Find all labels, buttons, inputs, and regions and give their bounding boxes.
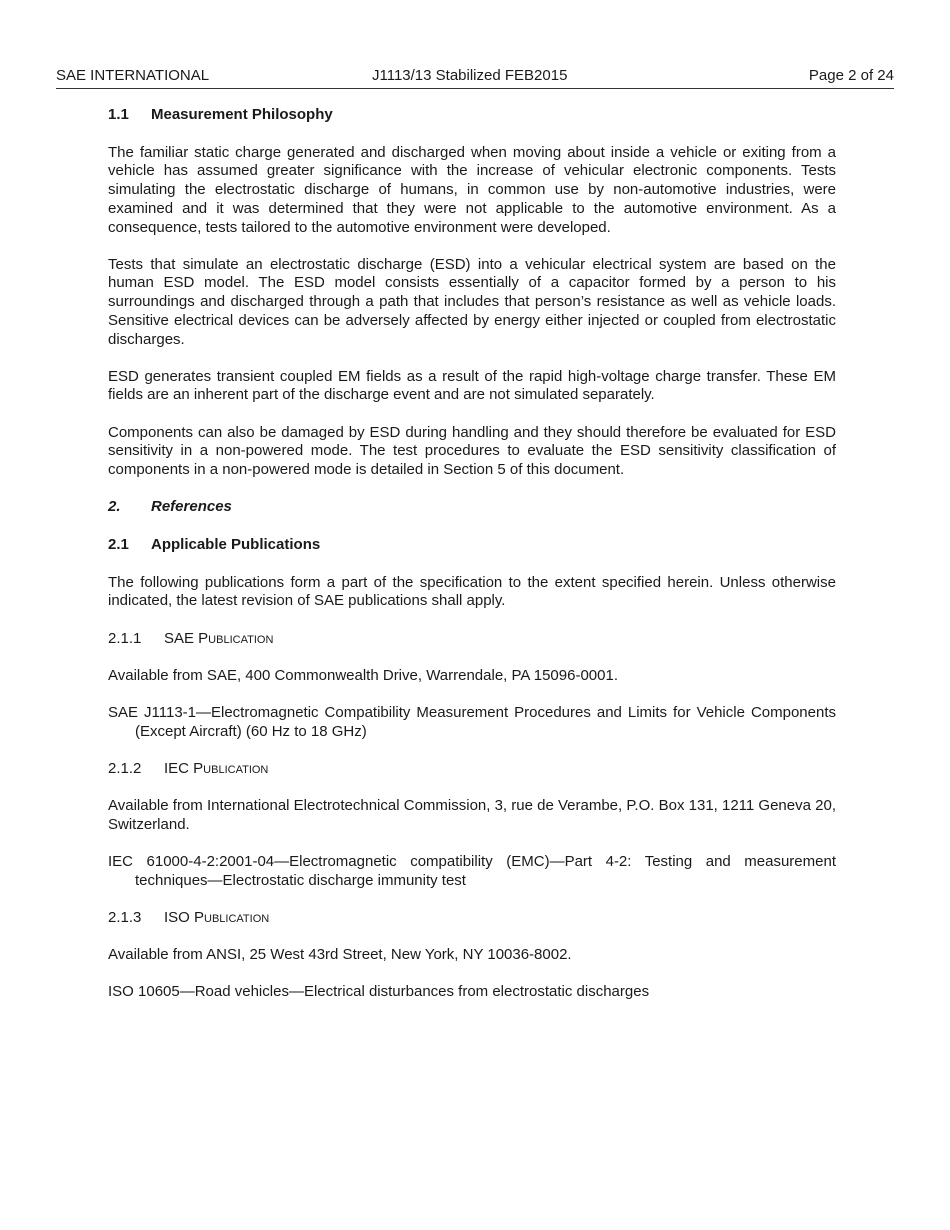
section-2-1-heading [108,536,836,555]
availability-text: Available from International Electrotechnical Commission, 3, rue de Verambe, P.O. Box 131, 1211 Geneva 20, Switzerland. [108,797,836,833]
section-2-1-2-heading [108,760,836,779]
section-number: 2.1 [108,535,129,553]
paragraph: Components can also be damaged by ESD during handling and they should therefore be evaluated for ESD sensitivity in a non-powered mode. The test procedures to evaluate the ESD sensitivity classification of components in a non-powered mode is detailed in Section 5 of this document. [108,423,836,479]
reference-entry: IEC 61000-4-2:2001-04—Electromagnetic compatibility (EMC)—Part 4-2: Testing and measurement techniques—Electrostatic discharge immunity test [108,852,836,889]
section-title: References [151,498,232,516]
section-title: Applicable Publications [151,535,321,553]
availability-text: Available from ANSI, 25 West 43rd Street, New York, NY 10036-8002. [108,946,572,964]
section-title: IEC Publication [164,759,269,777]
page-header [56,66,894,89]
header-page-number: Page 2 of 24 [808,67,894,84]
section-2-1-3-heading [108,909,836,928]
paragraph: Tests that simulate an electrostatic discharge (ESD) into a vehicular electrical system are based on the human ESD model. The ESD model consists essentially of a capacitor formed by a person to his surroundings and discharged through a path that includes that person’s resistance as well as vehicle loads. Sensitive electrical devices can be adversely affected by energy either injected or coupled from electrostatic discharges. [108,255,836,348]
section-title: Measurement Philosophy [151,106,333,123]
section-number: 2. [108,498,121,516]
section-2-1-1-heading [108,630,836,649]
section-number: 1.1 [108,106,129,123]
availability-text: Available from SAE, 400 Commonwealth Drive, Warrendale, PA 15096-0001. [108,666,618,684]
paragraph: The familiar static charge generated and discharged when moving about inside a vehicle or exiting from a vehicle has assumed greater significance with the increase of vehicular electronic components. Tests simulating the electrostatic discharge of humans, in common use by non-automotive industries, were examined and it was determined that they were not applicable to the automotive environment. As a consequence, tests tailored to the automotive environment were developed. [108,143,836,236]
header-organization: SAE INTERNATIONAL [56,67,210,84]
reference-entry: ISO 10605—Road vehicles—Electrical disturbances from electrostatic discharges [108,983,650,1001]
section-2-heading [108,498,836,517]
section-1-1-heading [108,106,836,125]
document-body [108,106,836,1021]
section-number: 2.1.1 [108,629,142,647]
paragraph: The following publications form a part of the specification to the extent specified herein. Unless otherwise indicated, the latest revision of SAE publications shall apply. [108,573,836,610]
header-document-id: J1113/13 Stabilized FEB2015 [372,67,568,84]
paragraph: ESD generates transient coupled EM fields as a result of the rapid high-voltage charge transfer. These EM fields are an inherent part of the discharge event and are not simulated separately. [108,367,836,404]
section-number: 2.1.2 [108,759,142,777]
section-title: ISO Publication [164,908,270,926]
reference-entry: SAE J1113-1—Electromagnetic Compatibility Measurement Procedures and Limits for Vehicle Components (Except Aircraft) (60 Hz to 18 GHz) [108,703,836,740]
section-number: 2.1.3 [108,908,142,926]
section-title: SAE Publication [164,629,274,647]
